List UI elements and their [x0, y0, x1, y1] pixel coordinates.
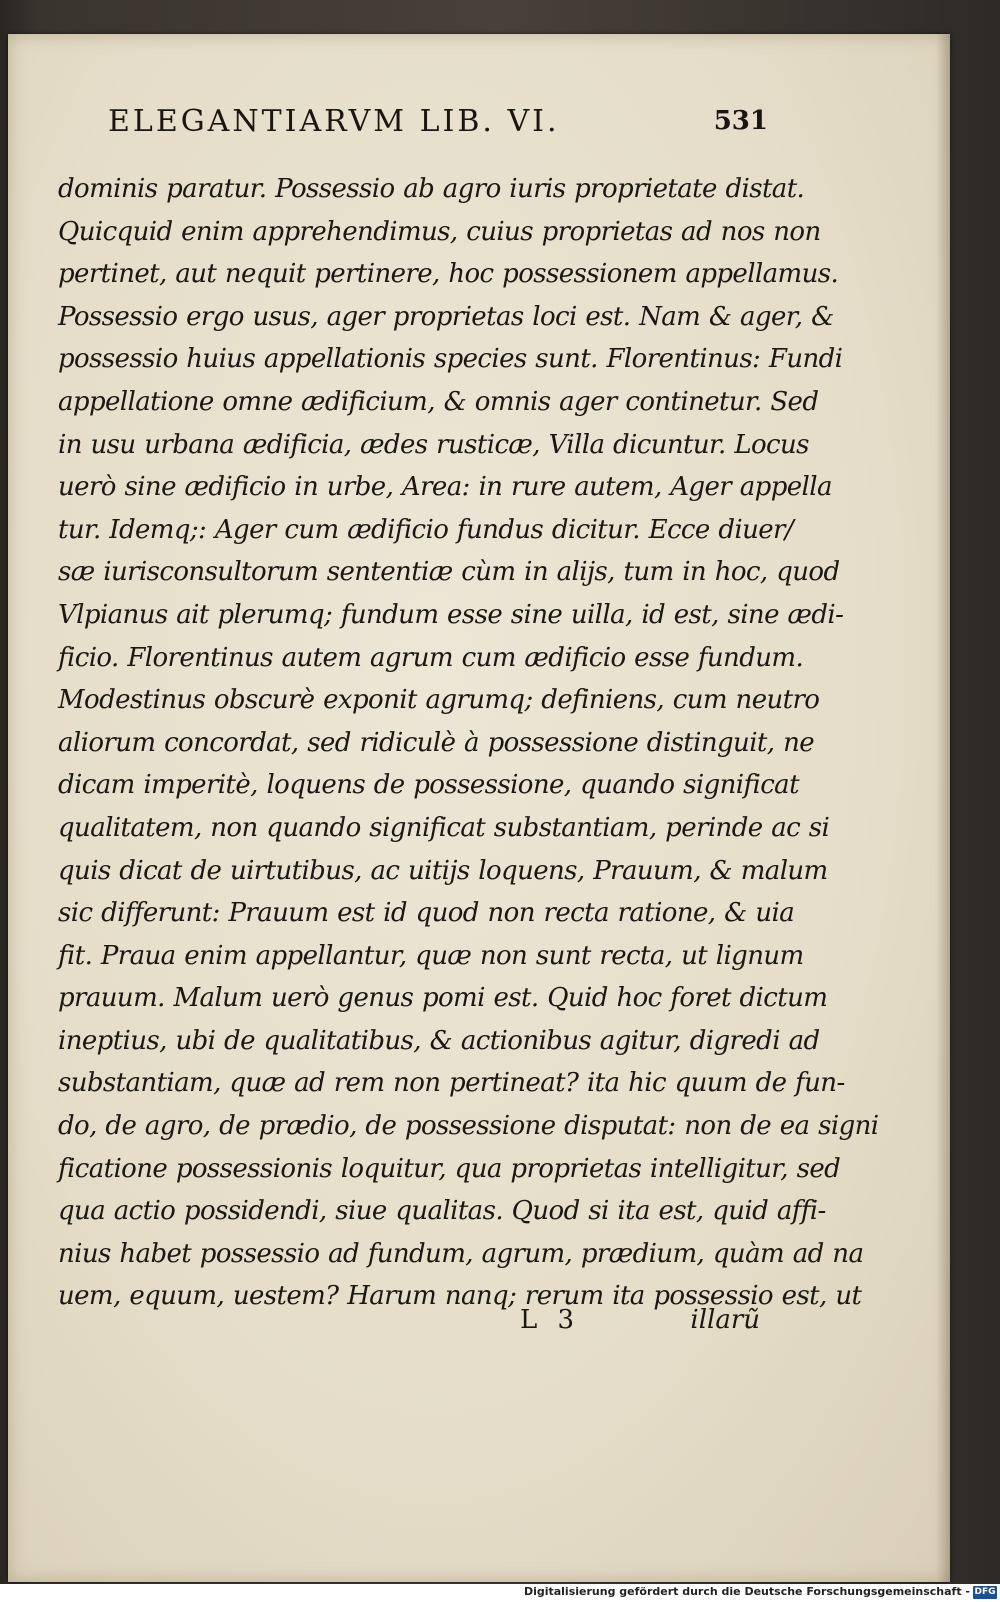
- body-text: [58, 168, 879, 1318]
- page-header: [108, 100, 768, 146]
- text-line: fit. Praua enim appellantur, quæ non sunt recta, ut lignum: [58, 940, 804, 971]
- credit-bar: [0, 1584, 1000, 1602]
- text-line: Quicquid enim apprehendimus, cuius proprietas ad nos non: [58, 216, 821, 247]
- text-line: sæ iurisconsultorum sententiæ cùm in alijs, tum in hoc, quod: [58, 557, 840, 588]
- text-line: aliorum concordat, sed ridiculè à possessione distinguit, ne: [58, 727, 815, 758]
- text-line: qua actio possidendi, siue qualitas. Quod si ita est, quid affi-: [58, 1196, 826, 1227]
- text-line: dominis paratur. Possessio ab agro iuris proprietate distat.: [58, 174, 805, 204]
- page-edge-shadow: [936, 34, 950, 1582]
- text-line: appellatione omne ædificium, & omnis ager continetur. Sed: [58, 386, 819, 417]
- dfg-logo-icon: DFG: [974, 1587, 996, 1597]
- text-line: Modestinus obscurè exponit agrumq; definiens, cum neutro: [58, 685, 820, 716]
- text-line: sic differunt: Prauum est id quod non recta ratione, & uia: [58, 898, 795, 929]
- digitization-credit: Digitalisierung gefördert durch die Deutsche Forschungsgemeinschaft -: [523, 1585, 970, 1598]
- text-line: quis dicat de uirtutibus, ac uitijs loquens, Prauum, & malum: [58, 855, 828, 886]
- text-line: pertinet, aut nequit pertinere, hoc possessionem appellamus.: [58, 259, 839, 290]
- signature-mark: L 3: [520, 1305, 581, 1335]
- catchword: illarũ: [690, 1305, 760, 1335]
- running-title: ELEGANTIARVM LIB. VI.: [108, 104, 560, 139]
- text-line: possessio huius appellationis species sunt. Florentinus: Fundi: [58, 344, 843, 375]
- text-line: uem, equum, uestem? Harum nanq; rerum ita possessio est, ut: [58, 1281, 862, 1312]
- text-line: in usu urbana ædificia, ædes rusticæ, Villa dicuntur. Locus: [58, 429, 809, 460]
- text-line: ficatione possessionis loquitur, qua proprietas intelligitur, sed: [58, 1153, 841, 1184]
- text-line: Vlpianus ait plerumq; fundum esse sine uilla, id est, sine ædi-: [58, 599, 844, 630]
- text-line: do, de agro, de prædio, de possessione disputat: non de ea signi: [58, 1111, 879, 1142]
- text-line: substantiam, quæ ad rem non pertineat? ita hic quum de fun-: [58, 1068, 845, 1099]
- page-number: 531: [713, 106, 768, 136]
- text-line: qualitatem, non quando significat substantiam, perinde ac si: [58, 812, 830, 843]
- text-line: dicam imperitè, loquens de possessione, quando significat: [58, 770, 799, 801]
- text-line: nius habet possessio ad fundum, agrum, prædium, quàm ad na: [58, 1238, 864, 1269]
- text-line: ficio. Florentinus autem agrum cum ædificio esse fundum.: [58, 642, 804, 673]
- page-footer: [520, 1305, 760, 1345]
- text-line: tur. Idemq;: Ager cum ædificio fundus dicitur. Ecce diuer/: [58, 514, 794, 545]
- text-line: uerò sine ædificio in urbe, Area: in rure autem, Ager appella: [58, 472, 832, 503]
- text-line: prauum. Malum uerò genus pomi est. Quid hoc foret dictum: [58, 983, 828, 1014]
- text-line: Possessio ergo usus, ager proprietas loci est. Nam & ager, &: [58, 301, 834, 332]
- text-line: ineptius, ubi de qualitatibus, & actionibus agitur, digredi ad: [58, 1025, 820, 1056]
